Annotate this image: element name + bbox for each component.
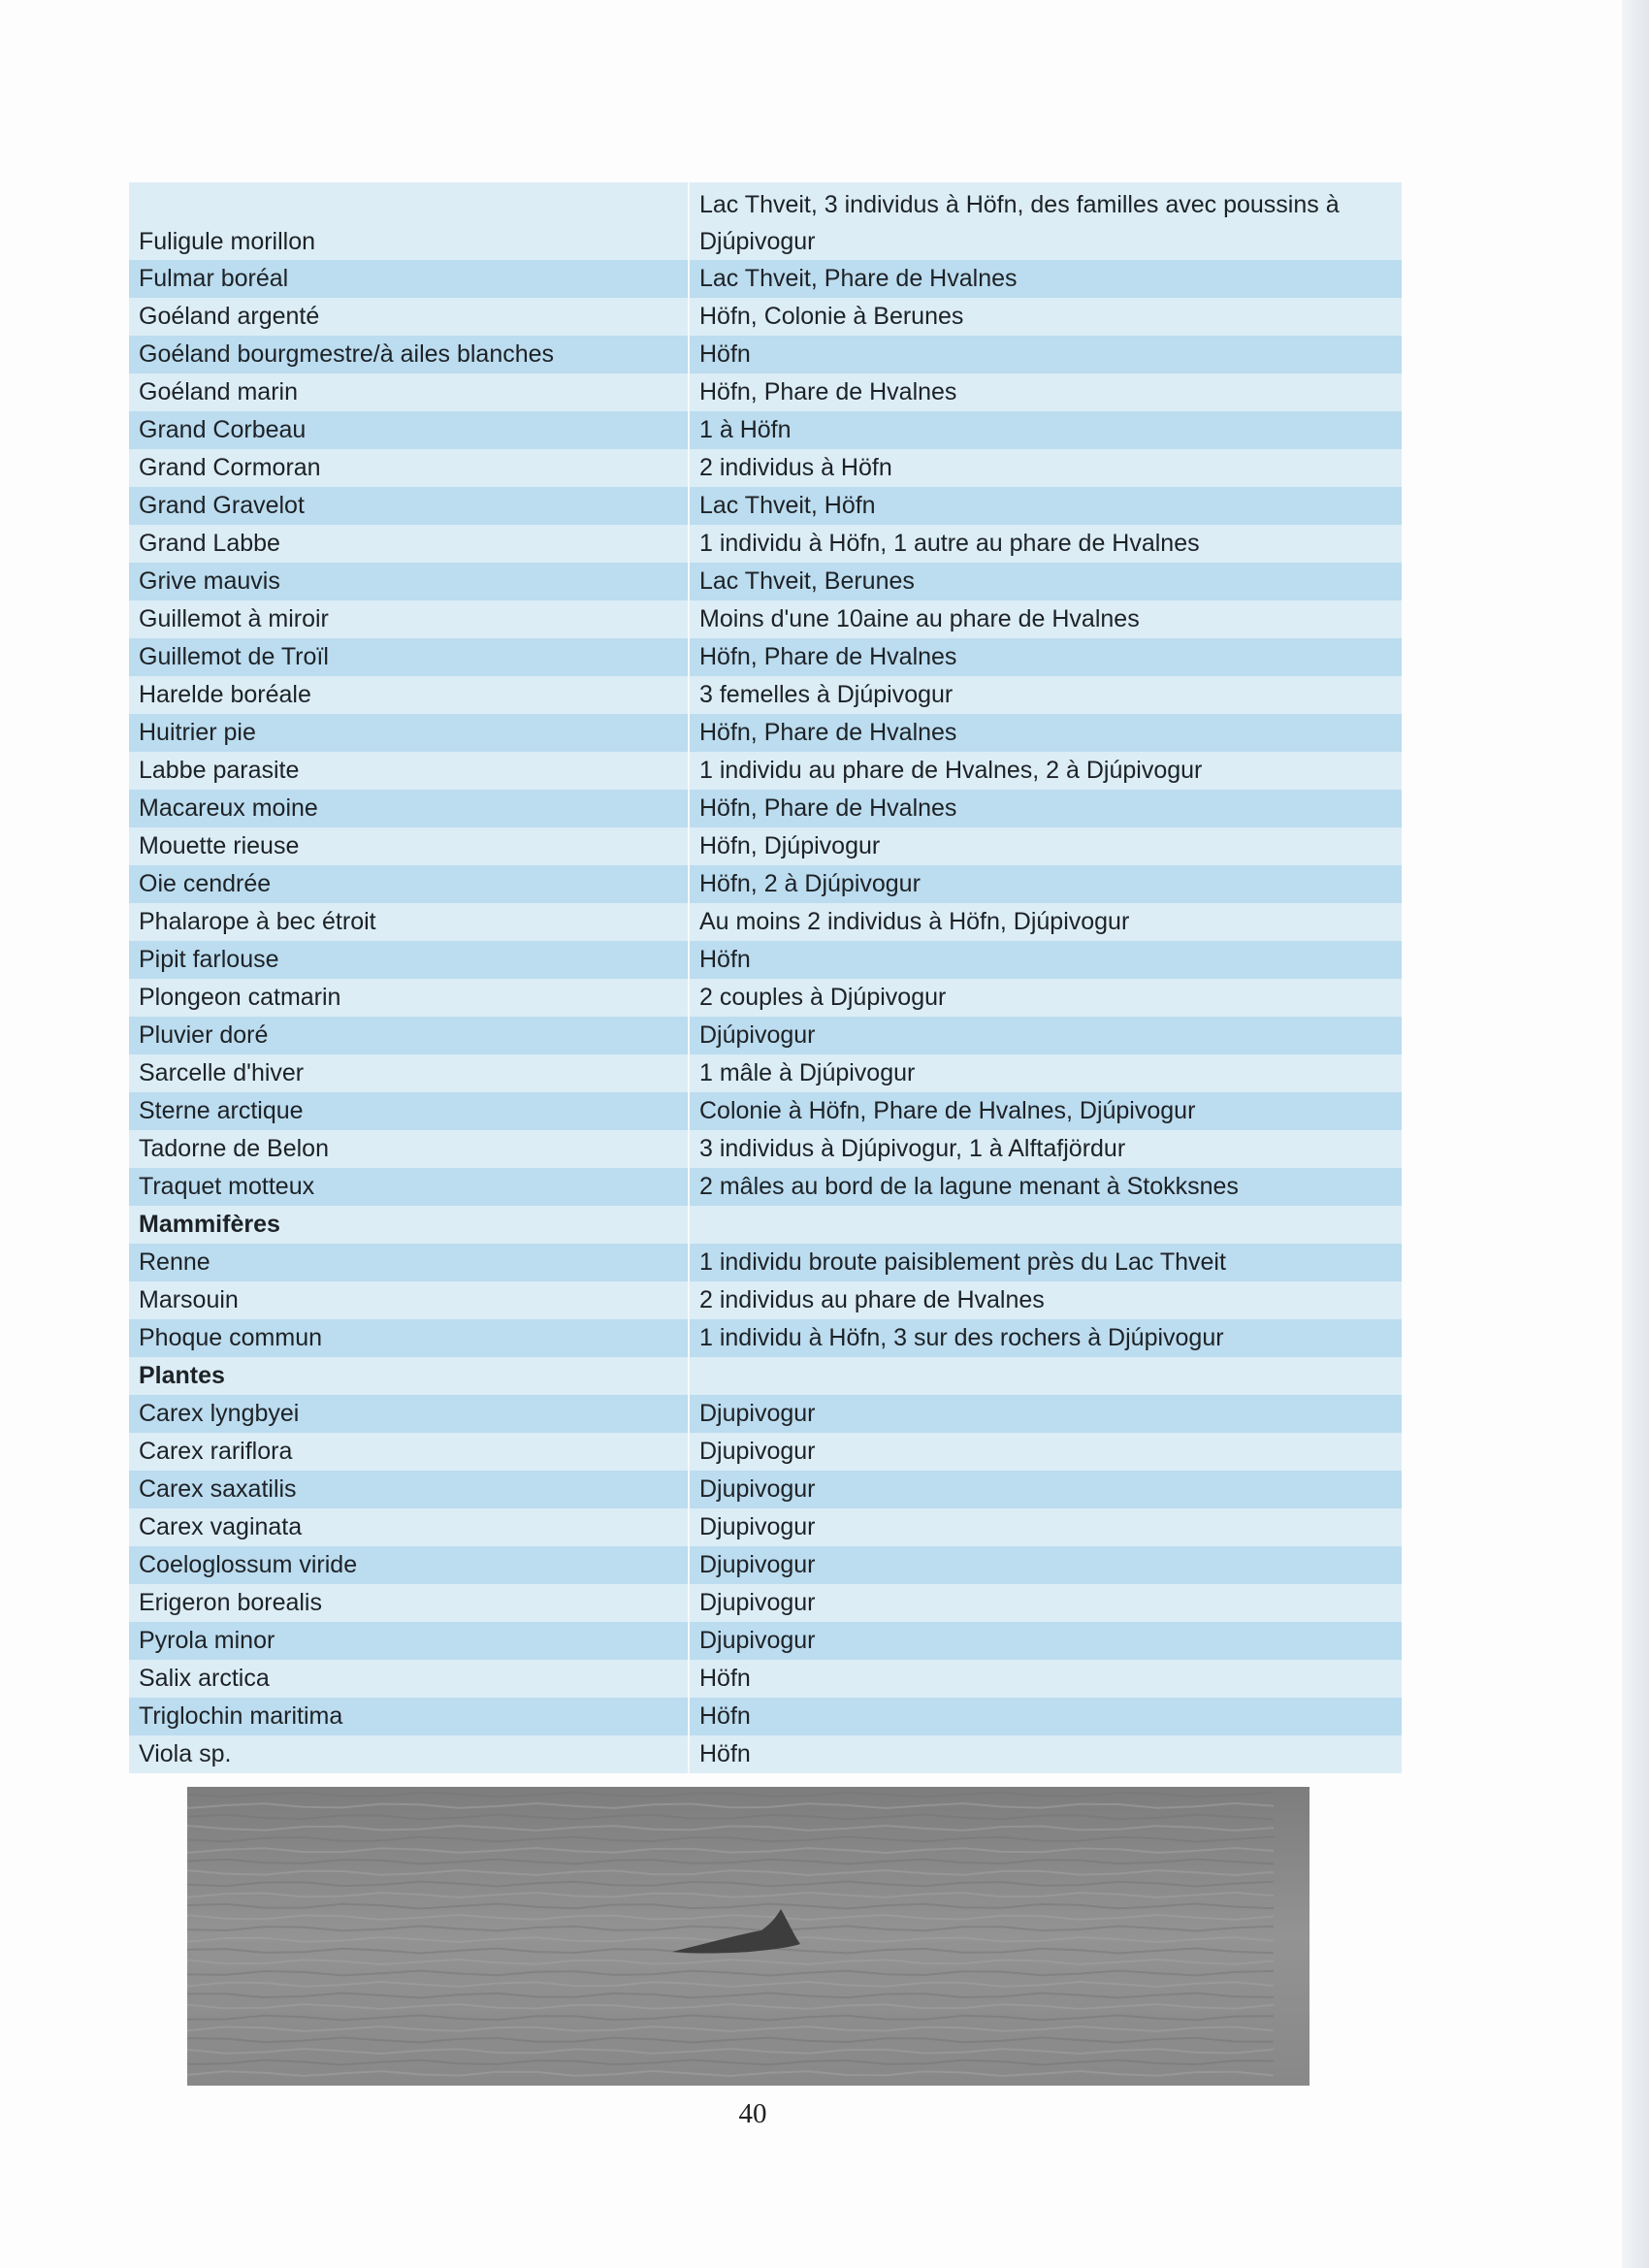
table-row [129, 1054, 1402, 1092]
table-row [129, 1130, 1402, 1168]
table-row [129, 411, 1402, 449]
table-row [129, 865, 1402, 903]
observation-location: Moins d'une 10aine au phare de Hvalnes [689, 600, 1402, 638]
observation-location [689, 1206, 1402, 1244]
species-name: Oie cendrée [129, 865, 689, 903]
table-row [129, 487, 1402, 525]
table-row [129, 827, 1402, 865]
table-row [129, 298, 1402, 336]
table-row [129, 1698, 1402, 1735]
species-name: Pyrola minor [129, 1622, 689, 1660]
observation-location: Lac Thveit, Phare de Hvalnes [689, 260, 1402, 298]
species-name: Triglochin maritima [129, 1698, 689, 1735]
species-name: Traquet motteux [129, 1168, 689, 1206]
species-name: Guillemot de Troïl [129, 638, 689, 676]
species-name: Carex vaginata [129, 1508, 689, 1546]
section-header-row [129, 1206, 1402, 1244]
table-row [129, 714, 1402, 752]
table-row [129, 979, 1402, 1017]
observation-location: Höfn, Phare de Hvalnes [689, 714, 1402, 752]
species-name: Plongeon catmarin [129, 979, 689, 1017]
table-row [129, 525, 1402, 563]
observation-location: 2 mâles au bord de la lagune menant à Stokksnes [689, 1168, 1402, 1206]
section-header-row [129, 1357, 1402, 1395]
observation-location: Djupivogur [689, 1395, 1402, 1433]
observation-location: Höfn [689, 1698, 1402, 1735]
species-name: Grand Cormoran [129, 449, 689, 487]
observation-location: Colonie à Höfn, Phare de Hvalnes, Djúpivogur [689, 1092, 1402, 1130]
species-table-body [129, 182, 1402, 1773]
observation-location: Au moins 2 individus à Höfn, Djúpivogur [689, 903, 1402, 941]
table-row [129, 1092, 1402, 1130]
species-name: Marsouin [129, 1281, 689, 1319]
table-row [129, 941, 1402, 979]
observation-location: 2 individus au phare de Hvalnes [689, 1281, 1402, 1319]
observation-location: 1 individu à Höfn, 1 autre au phare de Hvalnes [689, 525, 1402, 563]
species-name: Sterne arctique [129, 1092, 689, 1130]
table-row [129, 600, 1402, 638]
species-name: Grand Gravelot [129, 487, 689, 525]
observation-location: Djupivogur [689, 1508, 1402, 1546]
observation-location: Höfn [689, 941, 1402, 979]
species-name: Huitrier pie [129, 714, 689, 752]
table-row [129, 1433, 1402, 1471]
observation-location: 2 couples à Djúpivogur [689, 979, 1402, 1017]
table-row [129, 336, 1402, 373]
species-name: Grand Labbe [129, 525, 689, 563]
species-name: Goéland argenté [129, 298, 689, 336]
species-name: Carex lyngbyei [129, 1395, 689, 1433]
observation-location: 1 individu broute paisiblement près du Lac Thveit [689, 1244, 1402, 1281]
species-name: Salix arctica [129, 1660, 689, 1698]
observation-location: Höfn, Phare de Hvalnes [689, 638, 1402, 676]
species-name: Labbe parasite [129, 752, 689, 790]
species-name: Carex saxatilis [129, 1471, 689, 1508]
table-row [129, 1168, 1402, 1206]
observation-location: Höfn [689, 336, 1402, 373]
observation-location: Djupivogur [689, 1622, 1402, 1660]
scan-edge [1622, 0, 1649, 2268]
table-row [129, 563, 1402, 600]
observation-location: Höfn [689, 1735, 1402, 1773]
species-table [129, 182, 1402, 1773]
observation-location: Djúpivogur [689, 1017, 1402, 1054]
observation-location: Höfn, Phare de Hvalnes [689, 373, 1402, 411]
species-name: Goéland bourgmestre/à ailes blanches [129, 336, 689, 373]
species-name: Pluvier doré [129, 1017, 689, 1054]
table-row [129, 1546, 1402, 1584]
table-row [129, 903, 1402, 941]
observation-location: 1 à Höfn [689, 411, 1402, 449]
species-name: Mouette rieuse [129, 827, 689, 865]
species-name: Pipit farlouse [129, 941, 689, 979]
table-row [129, 1319, 1402, 1357]
page-number: 40 [738, 2098, 767, 2129]
observation-location: Höfn, Djúpivogur [689, 827, 1402, 865]
species-name: Guillemot à miroir [129, 600, 689, 638]
species-name: Erigeron borealis [129, 1584, 689, 1622]
table-row [129, 260, 1402, 298]
observation-location: Höfn, Colonie à Berunes [689, 298, 1402, 336]
observation-location: Djupivogur [689, 1471, 1402, 1508]
species-name: Coeloglossum viride [129, 1546, 689, 1584]
species-name: Viola sp. [129, 1735, 689, 1773]
observation-location: 2 individus à Höfn [689, 449, 1402, 487]
observation-location: Lac Thveit, Berunes [689, 563, 1402, 600]
observation-location: Höfn [689, 1660, 1402, 1698]
section-title: Plantes [129, 1357, 689, 1395]
observation-location [689, 1357, 1402, 1395]
observation-location: Djupivogur [689, 1433, 1402, 1471]
table-row [129, 1471, 1402, 1508]
table-row [129, 1660, 1402, 1698]
observation-location: 1 mâle à Djúpivogur [689, 1054, 1402, 1092]
table-row [129, 1508, 1402, 1546]
species-name: Tadorne de Belon [129, 1130, 689, 1168]
observation-location: Höfn, Phare de Hvalnes [689, 790, 1402, 827]
observation-location: 3 individus à Djúpivogur, 1 à Alftafjördur [689, 1130, 1402, 1168]
species-name: Goéland marin [129, 373, 689, 411]
porpoise-photo [187, 1787, 1310, 2086]
species-name: Grand Corbeau [129, 411, 689, 449]
species-name: Phoque commun [129, 1319, 689, 1357]
species-name: Grive mauvis [129, 563, 689, 600]
species-name: Fulmar boréal [129, 260, 689, 298]
species-name: Macareux moine [129, 790, 689, 827]
table-row [129, 373, 1402, 411]
observation-location: Höfn, 2 à Djúpivogur [689, 865, 1402, 903]
observation-location: 3 femelles à Djúpivogur [689, 676, 1402, 714]
observation-location: Lac Thveit, 3 individus à Höfn, des familles avec poussins à Djúpivogur [689, 182, 1402, 260]
species-name: Renne [129, 1244, 689, 1281]
observation-location: Djupivogur [689, 1546, 1402, 1584]
table-row [129, 1622, 1402, 1660]
table-row [129, 752, 1402, 790]
observation-location: Lac Thveit, Höfn [689, 487, 1402, 525]
species-name: Harelde boréale [129, 676, 689, 714]
observation-location: Djupivogur [689, 1584, 1402, 1622]
table-row [129, 1735, 1402, 1773]
table-row [129, 182, 1402, 260]
porpoise-photo-svg [187, 1787, 1310, 2086]
observation-location: 1 individu à Höfn, 3 sur des rochers à Djúpivogur [689, 1319, 1402, 1357]
species-name: Carex rariflora [129, 1433, 689, 1471]
table-row [129, 1244, 1402, 1281]
species-name: Sarcelle d'hiver [129, 1054, 689, 1092]
species-name: Fuligule morillon [129, 182, 689, 260]
table-row [129, 790, 1402, 827]
observation-location: 1 individu au phare de Hvalnes, 2 à Djúpivogur [689, 752, 1402, 790]
table-row [129, 676, 1402, 714]
table-row [129, 1017, 1402, 1054]
table-row [129, 1584, 1402, 1622]
species-name: Phalarope à bec étroit [129, 903, 689, 941]
table-row [129, 1395, 1402, 1433]
table-row [129, 1281, 1402, 1319]
section-title: Mammifères [129, 1206, 689, 1244]
table-row [129, 449, 1402, 487]
table-row [129, 638, 1402, 676]
